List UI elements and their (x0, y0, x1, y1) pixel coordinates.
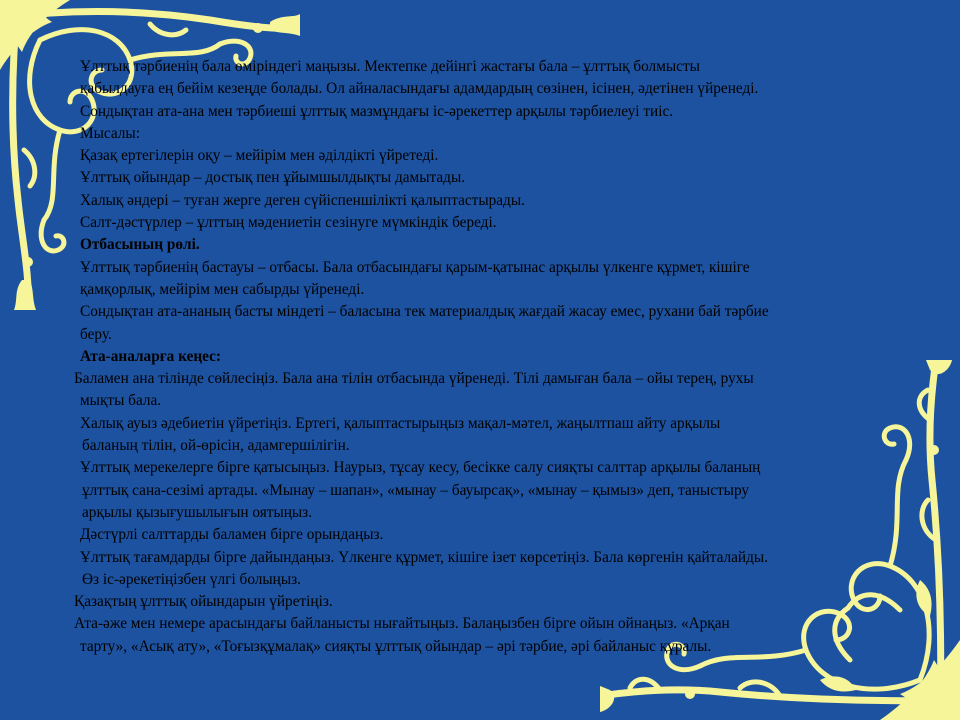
text-line: Қазақ ертегілерін оқу – мейірім мен әділдікті үйретеді. (80, 147, 439, 165)
text-line: Ұлттық тағамдарды бірге дайындаңыз. Үлкенге құрмет, кішіге ізет көрсетіңіз. Бала көргенін қайталайды. (80, 548, 768, 566)
section-heading-text: Ата-аналарға кеңес: (80, 347, 222, 365)
text-line: Баламен ана тілінде сөйлесіңіз. Бала ана тілін отбасында үйренеді. Тілі дамыған бала – ойы терең, рухы (74, 370, 754, 388)
text-line: Салт-дәстүрлер – ұлттың мәдениетін сезінуге мүмкіндік береді. (80, 214, 497, 232)
text-line: Ұлттық тәрбиенің бастауы – отбасы. Бала отбасындағы қарым-қатынас арқылы үлкенге құрмет, кішіге (80, 258, 750, 276)
text-line: Ұлттық мерекелерге бірге қатысыңыз. Наурыз, тұсау кесу, бесікке салу сияқты салттар арқылы баланың (80, 459, 761, 477)
text-line: арқылы қызығушылығын оятыңыз. (82, 503, 313, 521)
text-line: ұлттық сана-сезімі артады. «Мынау – шапан», «мынау – бауырсақ», «мынау – қымыз» деп, таныстыру (82, 481, 750, 499)
text-line: Дәстүрлі салттарды баламен бірге орындаңыз. (80, 526, 384, 544)
text-line: Ата-әже мен немере арасындағы байланысты нығайтыңыз. Балаңызбен бірге ойын ойнаңыз. «Арқан (74, 615, 730, 633)
text-line: қамқорлық, мейірім мен сабырды үйренеді. (80, 280, 365, 298)
text-line: Ұлттық тәрбиенің бала өміріндегі маңызы. Мектепке дейінгі жастағы бала – ұлттық болмысты (80, 58, 700, 75)
document-body (74, 56, 924, 658)
section-heading-text: Отбасының рөлі. (80, 236, 200, 254)
text-line: Халық әндері – туған жерге деген сүйіспеншілікті қалыптастырады. (80, 191, 525, 209)
text-line: Қазақтың ұлттық ойындарын үйретіңіз. (74, 593, 333, 611)
text-line: Мысалы: (80, 124, 140, 142)
text-line: Халық ауыз әдебиетін үйретіңіз. Ертегі, қалыптастырыңыз мақал-мәтел, жаңылтпаш айту арқылы (80, 414, 721, 432)
section-heading (74, 234, 924, 256)
text-line: беру. (80, 325, 112, 343)
text-line: Сондықтан ата-ана мен тәрбиеші ұлттық мазмұндағы іс-әрекеттер арқылы тәрбиелеуі тиіс. (80, 102, 674, 120)
text-line: Сондықтан ата-ананың басты міндеті – баласына тек материалдық жағдай жасау емес, рухани бай тәрбие (80, 303, 769, 321)
text-line: Өз іс-әрекетіңізбен үлгі болыңыз. (82, 570, 302, 588)
text-line: мықты бала. (80, 392, 162, 410)
text-line: тарту», «Асық ату», «Тоғызқұмалақ» сияқты ұлттық ойындар – әрі тәрбие, әрі байланыс құралы. (80, 637, 712, 655)
section-heading (74, 346, 924, 368)
text-line: Ұлттық ойындар – достық пен ұйымшылдықты дамытады. (80, 169, 466, 187)
text-line: баланың тілін, ой-өрісін, адамгершілігін. (82, 437, 350, 455)
text-line: қабылдауға ең бейім кезеңде болады. Ол айналасындағы адамдардың сөзінен, ісінен, әдетінен үйренеді. (80, 80, 759, 98)
